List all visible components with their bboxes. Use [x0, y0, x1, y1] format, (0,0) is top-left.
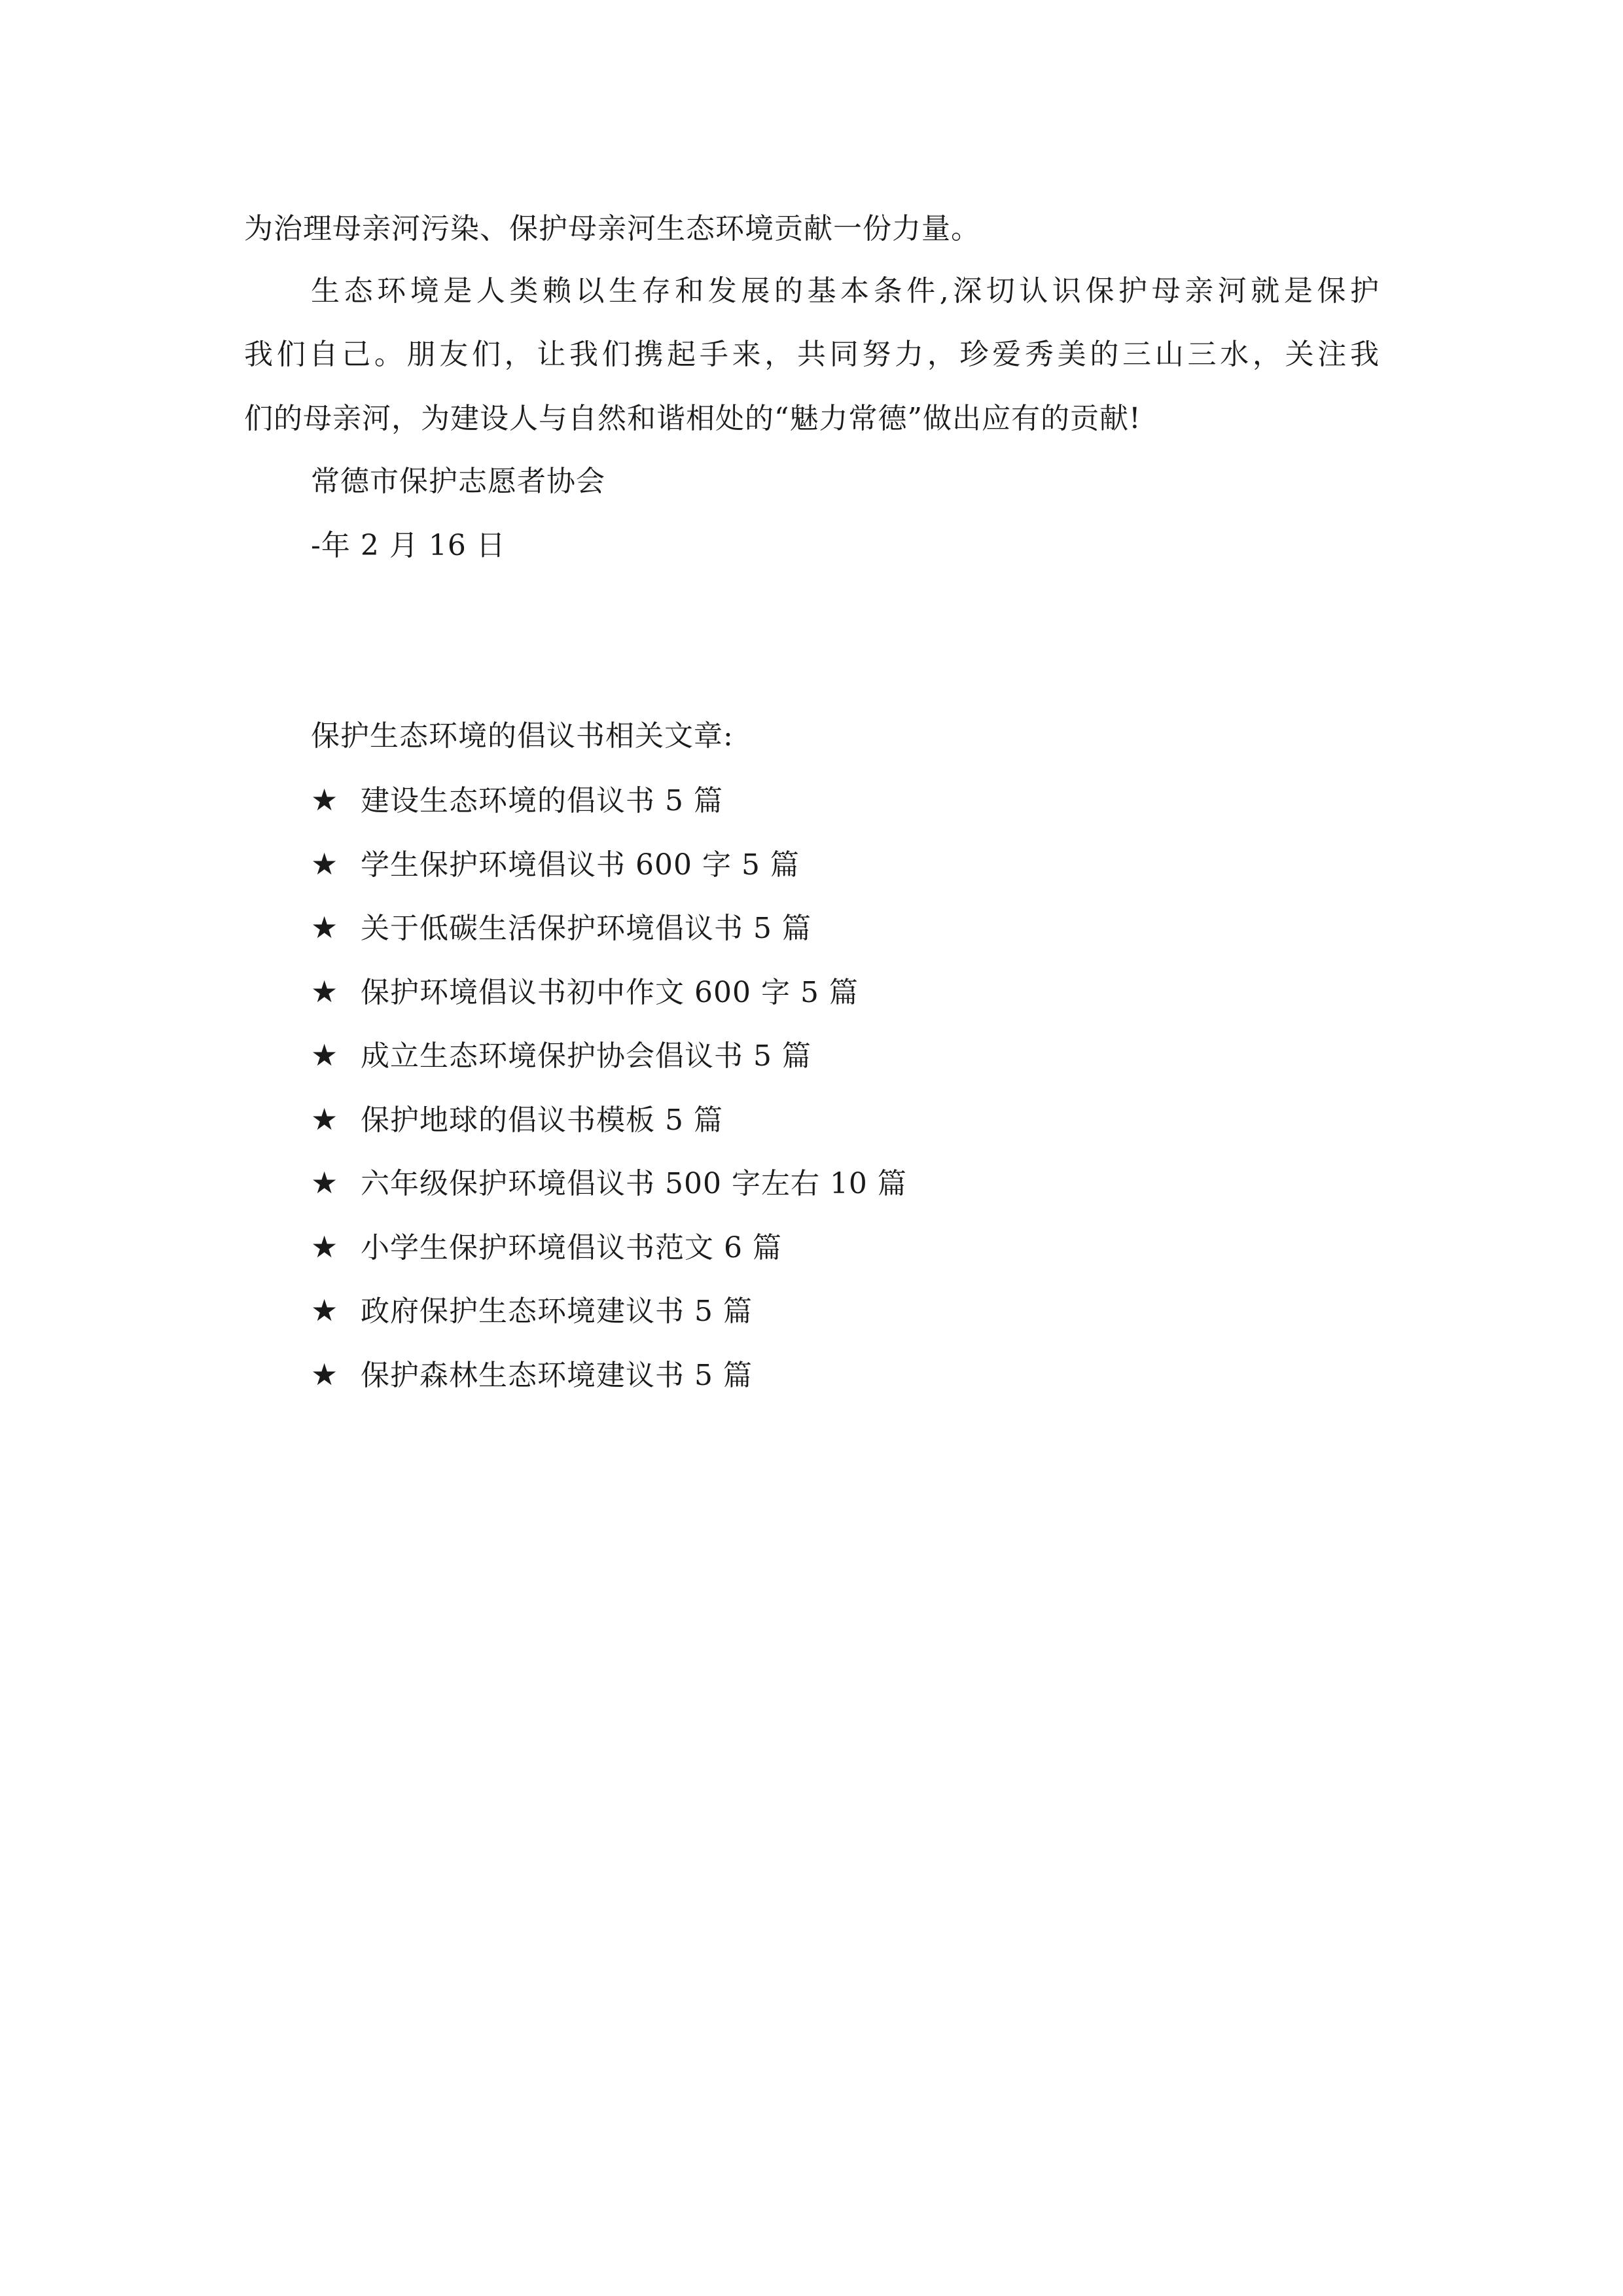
- related-article-title: 学生保护环境倡议书 600 字 5 篇: [361, 848, 800, 882]
- related-article-title: 成立生态环境保护协会倡议书 5 篇: [361, 1039, 812, 1073]
- related-article-link[interactable]: [311, 1163, 907, 1204]
- related-article-title: 保护森林生态环境建议书 5 篇: [361, 1359, 753, 1392]
- signature-date: -年 2 月 16 日: [311, 529, 506, 562]
- body-paragraph-line: 生态环境是人类赖以生存和发展的基本条件,深切认识保护母亲河就是保护: [311, 274, 1379, 308]
- related-article-title: 保护环境倡议书初中作文 600 字 5 篇: [361, 976, 859, 1009]
- related-article-link[interactable]: [311, 780, 723, 821]
- star-icon: ★: [311, 910, 339, 945]
- related-article-link[interactable]: [311, 1227, 782, 1268]
- signature-organization: 常德市保护志愿者协会: [311, 465, 605, 498]
- star-icon: ★: [311, 1357, 339, 1392]
- related-article-title: 六年级保护环境倡议书 500 字左右 10 篇: [361, 1167, 907, 1200]
- related-article-link[interactable]: [311, 1100, 723, 1140]
- star-icon: ★: [311, 1293, 339, 1328]
- star-icon: ★: [311, 974, 339, 1009]
- related-article-title: 建设生态环境的倡议书 5 篇: [361, 784, 723, 817]
- related-article-link[interactable]: [311, 1035, 812, 1076]
- star-icon: ★: [311, 1229, 339, 1265]
- related-article-link[interactable]: [311, 844, 800, 885]
- related-article-link[interactable]: [311, 1355, 753, 1395]
- body-paragraph-line: 为治理母亲河污染、保护母亲河生态环境贡献一份力量。: [244, 212, 980, 245]
- star-icon: ★: [311, 1037, 339, 1073]
- related-articles-heading: 保护生态环境的倡议书相关文章:: [311, 719, 734, 753]
- star-icon: ★: [311, 1102, 339, 1137]
- body-paragraph-line: 我们自己。朋友们，让我们携起手来，共同努力，珍爱秀美的三山三水，关注我: [244, 338, 1379, 371]
- related-article-title: 保护地球的倡议书模板 5 篇: [361, 1103, 723, 1137]
- star-icon: ★: [311, 846, 339, 882]
- body-paragraph-line: 们的母亲河，为建设人与自然和谐相处的“魅力常德”做出应有的贡献!: [244, 402, 1141, 435]
- related-article-link[interactable]: [311, 908, 812, 948]
- related-article-title: 小学生保护环境倡议书范文 6 篇: [361, 1231, 782, 1265]
- related-article-link[interactable]: [311, 1291, 753, 1331]
- star-icon: ★: [311, 782, 339, 817]
- related-article-title: 关于低碳生活保护环境倡议书 5 篇: [361, 912, 812, 945]
- related-article-title: 政府保护生态环境建议书 5 篇: [361, 1295, 753, 1328]
- star-icon: ★: [311, 1165, 339, 1200]
- related-article-link[interactable]: [311, 972, 859, 1013]
